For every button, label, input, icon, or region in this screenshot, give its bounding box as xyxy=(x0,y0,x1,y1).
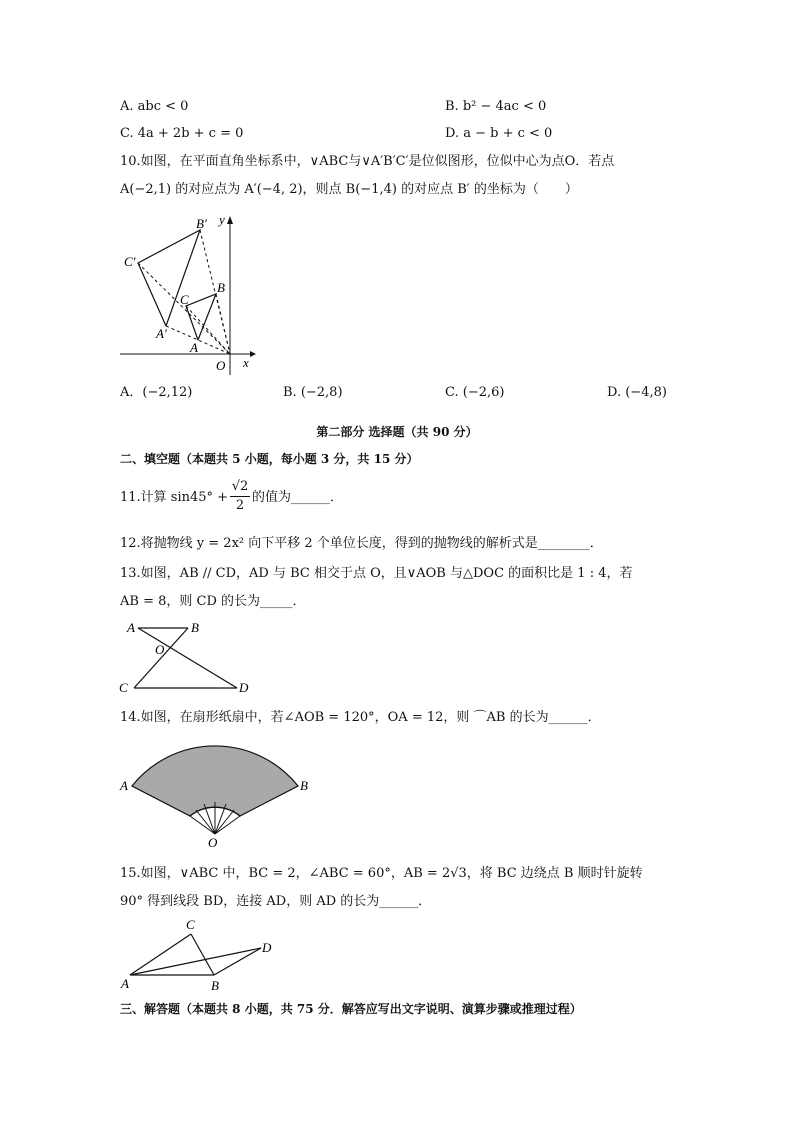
label-o: O xyxy=(216,358,226,373)
label-b-prime: B′ xyxy=(196,216,207,231)
q14-figure xyxy=(112,732,312,852)
q13-label-c: C xyxy=(119,680,128,695)
section2-heading: 二、填空题（本题共 5 小题，每小题 3 分，共 15 分） xyxy=(120,452,419,466)
q11-fraction xyxy=(230,478,250,515)
q9-option-a: A. abc < 0 xyxy=(120,99,189,114)
label-y: y xyxy=(219,212,225,227)
q12-text: 12.将抛物线 y = 2x² 向下平移 2 个单位长度，得到的抛物线的解析式是________． xyxy=(120,536,603,551)
q13-figure xyxy=(115,618,265,698)
q11-numerator: √2 xyxy=(230,478,250,497)
q11-suffix: 的值为______． xyxy=(252,490,344,505)
part2-title: 第二部分 选择题（共 90 分） xyxy=(316,425,478,439)
q15-label-d: D xyxy=(262,940,272,955)
q10-text-line2: A(−2,1) 的对应点为 A′(−4, 2)，则点 B(−1,4) 的对应点 B′ 的坐标为（ ） xyxy=(120,182,578,197)
q15-label-b: B xyxy=(211,978,219,992)
q14-label-o: O xyxy=(208,835,218,850)
q15-text-line1: 15.如图，∨ABC 中，BC = 2，∠ABC = 60°，AB = 2√3，将 BC 边绕点 B 顺时针旋转 xyxy=(120,866,643,881)
q11-prefix: 11.计算 sin45° + xyxy=(120,490,229,505)
q15-text-line2: 90° 得到线段 BD，连接 AD，则 AD 的长为______． xyxy=(120,894,432,909)
q10-text-line1: 10.如图，在平面直角坐标系中，∨ABC与∨A′B′C′是位似图形，位似中心为点O．若点 xyxy=(120,154,615,169)
q14-label-a: A xyxy=(120,778,128,793)
q14-text-line1: 14.如图，在扇形纸扇中，若∠AOB = 120°，OA = 12，则 ⌒AB 的长为______． xyxy=(120,710,601,725)
q13-label-o: O xyxy=(155,642,165,657)
label-a: A xyxy=(190,340,198,355)
q15-figure xyxy=(115,912,285,992)
q13-label-d: D xyxy=(239,680,249,695)
q13-text-line2: AB = 8，则 CD 的长为_____． xyxy=(120,594,306,609)
q13-label-a: A xyxy=(127,620,135,635)
q9-option-c: C. 4a + 2b + c = 0 xyxy=(120,126,244,141)
q15-label-c: C xyxy=(186,917,195,932)
q10-figure xyxy=(110,210,260,380)
q13-text-line1: 13.如图，AB // CD，AD 与 BC 相交于点 O，且∨AOB 与△DOC 的面积比是 1 : 4，若 xyxy=(120,566,633,581)
q9-option-d: D. a − b + c < 0 xyxy=(445,126,553,141)
label-c: C xyxy=(180,292,189,307)
q13-label-b: B xyxy=(191,620,199,635)
label-x: x xyxy=(243,355,249,370)
label-c-prime: C′ xyxy=(124,254,136,269)
q10-option-a: A．(−2,12) xyxy=(120,385,193,400)
q10-option-b: B. (−2,8) xyxy=(283,385,343,400)
section3-heading: 三、解答题（本题共 8 小题，共 75 分．解答应写出文字说明、演算步骤或推理过程） xyxy=(120,1002,582,1016)
label-a-prime: A′ xyxy=(156,326,167,341)
q9-option-b: B. b² − 4ac < 0 xyxy=(445,99,547,114)
q14-label-b: B xyxy=(300,778,308,793)
q11-denominator: 2 xyxy=(235,498,245,513)
q10-option-c: C. (−2,6) xyxy=(445,385,505,400)
label-b: B xyxy=(217,280,225,295)
q15-label-a: A xyxy=(121,976,129,991)
q10-option-d: D. (−4,8) xyxy=(607,385,667,400)
